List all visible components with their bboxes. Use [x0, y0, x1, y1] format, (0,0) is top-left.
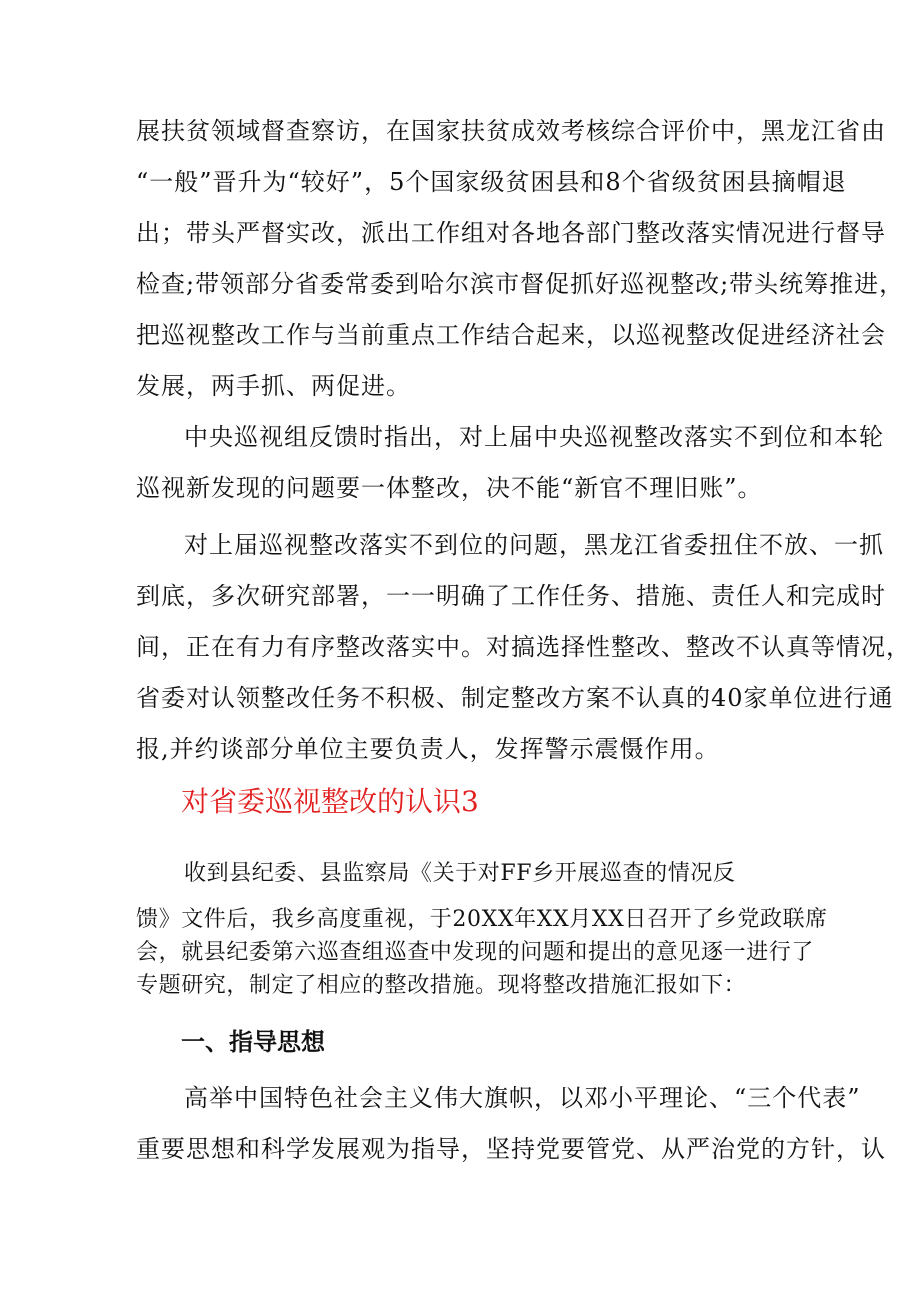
text-line: 展扶贫领域督查察访，在国家扶贫成效考核综合评价中，黑龙江省由: [136, 117, 886, 145]
text-line: 把巡视整改工作与当前重点工作结合起来，以巡视整改促进经济社会: [136, 321, 886, 349]
text-line: 高举中国特色社会主义伟大旗帜，以邓小平理论、“三个代表”: [184, 1084, 861, 1112]
text-line: 省委对认领整改任务不积极、制定整改方案不认真的40家单位进行通: [136, 684, 894, 712]
text-line: 出；带头严督实改，派出工作组对各地各部门整改落实情况进行督导: [136, 219, 886, 247]
text-line: 专题研究，制定了相应的整改措施。现将整改措施汇报如下：: [136, 973, 747, 998]
subsection-heading: 一、指导思想: [181, 1028, 325, 1056]
text-line: 检查;带领部分省委常委到哈尔滨市督促抓好巡视整改;带头统筹推进，: [136, 270, 905, 298]
text-line: 收到县纪委、县监察局《关于对FF乡开展巡查的情况反: [184, 861, 736, 886]
text-line: 对上届巡视整改落实不到位的问题，黑龙江省委扭住不放、一抓: [184, 531, 884, 559]
text-line: 发展，两手抓、两促进。: [136, 372, 411, 400]
text-line: 馈》文件后，我乡高度重视，于20XX年XX月XX日召开了乡党政联席: [136, 907, 828, 932]
section-heading: 对省委巡视整改的认识3: [181, 785, 479, 818]
text-line: 报,并约谈部分单位主要负责人，发挥警示震慑作用。: [136, 735, 720, 763]
text-line: 会，就县纪委第六巡查组巡查中发现的问题和提出的意见逐一进行了: [136, 940, 815, 965]
text-line: 巡视新发现的问题要一体整改，决不能“新官不理旧账”。: [136, 474, 763, 502]
text-line: 到底，多次研究部署，一一明确了工作任务、措施、责任人和完成时: [136, 582, 886, 610]
text-line: 重要思想和科学发展观为指导，坚持党要管党、从严治党的方针，认: [136, 1135, 886, 1163]
text-line: 中央巡视组反馈时指出，对上届中央巡视整改落实不到位和本轮: [184, 423, 884, 451]
text-line: 间，正在有力有序整改落实中。对搞选择性整改、整改不认真等情况，: [136, 633, 911, 661]
text-line: “一般”晋升为“较好”，5个国家级贫困县和8个省级贫困县摘帽退: [136, 168, 847, 196]
